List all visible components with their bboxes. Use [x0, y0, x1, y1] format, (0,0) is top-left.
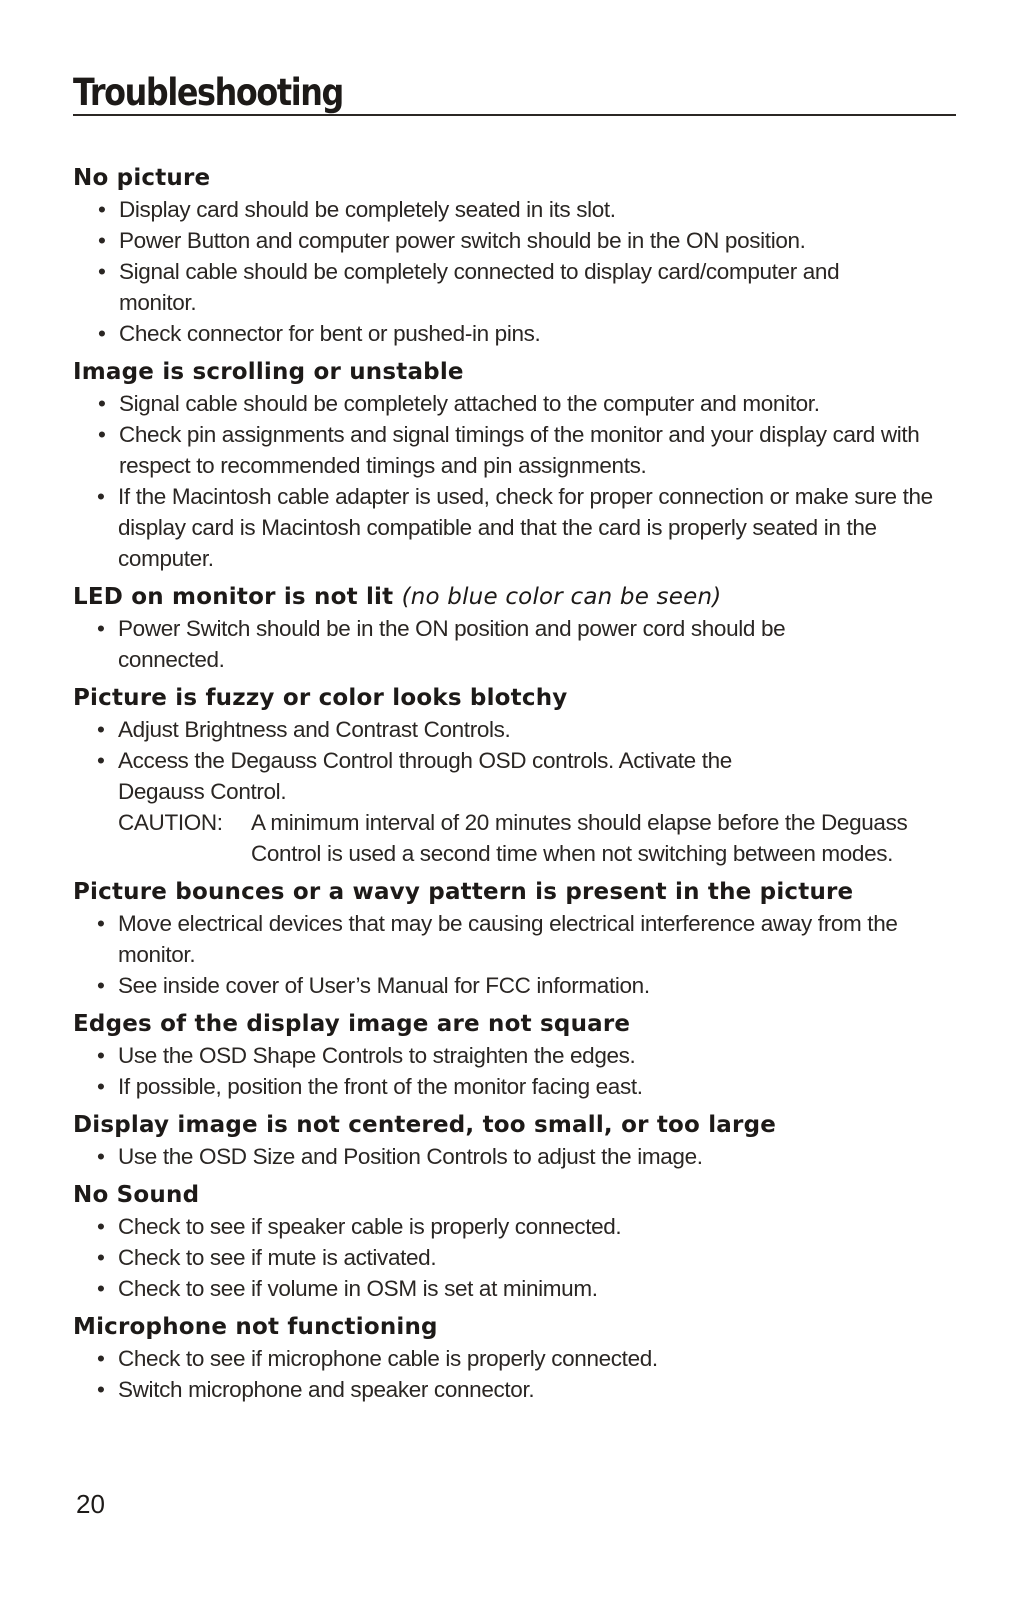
item-text: Display card should be completely seated in its slot. [119, 197, 616, 222]
item-list [73, 1040, 973, 1102]
bullet-icon: • [98, 422, 106, 447]
section-heading: No Sound [73, 1182, 200, 1208]
item-list [73, 1141, 973, 1172]
item-text: Check pin assignments and signal timings of the monitor and your display card with respect to recommended timings and pin assignments. [119, 422, 920, 478]
item-text: If the Macintosh cable adapter is used, check for proper connection or make sure the display card is Macintosh compatible and that the card is properly seated in the computer. [118, 484, 933, 571]
section-heading: No picture [73, 165, 211, 191]
item-text: Adjust Brightness and Contrast Controls. [118, 717, 511, 742]
item-list [73, 714, 973, 807]
section-heading: Picture is fuzzy or color looks blotchy [73, 685, 568, 711]
bullet-icon: • [97, 1377, 105, 1402]
item-text: Check to see if microphone cable is properly connected. [118, 1346, 658, 1371]
item-text: Power Switch should be in the ON position and power cord should be connected. [118, 616, 786, 672]
list-item [73, 388, 973, 419]
item-list [73, 1343, 973, 1405]
section-heading: Display image is not centered, too small, or too large [73, 1112, 777, 1138]
item-list [73, 388, 973, 574]
list-item [73, 1242, 973, 1273]
list-item [73, 481, 973, 574]
bullet-icon: • [97, 616, 105, 641]
bullet-icon: • [97, 717, 105, 742]
bullet-icon: • [97, 1346, 105, 1371]
heading-text: LED on monitor is not lit [73, 584, 394, 610]
item-list [73, 1211, 973, 1304]
section-picture-fuzzy [73, 683, 973, 869]
bullet-icon: • [97, 1245, 105, 1270]
bullet-icon: • [97, 1276, 105, 1301]
list-item [73, 419, 973, 481]
section-picture-bounces [73, 877, 973, 1001]
bullet-icon: • [97, 1214, 105, 1239]
section-no-picture [73, 163, 973, 349]
section-edges-not-square [73, 1009, 973, 1102]
caution-text: A minimum interval of 20 minutes should elapse before the Deguass Control is used a second time when not switching between modes. [251, 810, 908, 866]
list-item [73, 908, 973, 970]
section-heading: Picture bounces or a wavy pattern is present in the picture [73, 879, 854, 905]
section-led-not-lit [73, 582, 973, 675]
page-number: 20 [76, 1489, 105, 1519]
section-heading [73, 582, 973, 613]
bullet-icon: • [98, 391, 106, 416]
title-rule [73, 70, 956, 116]
list-item [73, 714, 973, 745]
list-item [73, 1273, 973, 1304]
caution-note [73, 807, 973, 869]
list-item [73, 613, 973, 675]
list-item [73, 318, 973, 349]
item-text: Move electrical devices that may be causing electrical interference away from the monitor. [118, 911, 898, 967]
list-item [73, 1040, 973, 1071]
section-no-sound [73, 1180, 973, 1304]
list-item [73, 1071, 973, 1102]
item-text: Check connector for bent or pushed-in pins. [119, 321, 541, 346]
item-text: Signal cable should be completely attached to the computer and monitor. [119, 391, 820, 416]
bullet-icon: • [97, 1043, 105, 1068]
bullet-icon: • [98, 228, 106, 253]
bullet-icon: • [97, 1074, 105, 1099]
bullet-icon: • [97, 973, 105, 998]
item-text: Check to see if speaker cable is properly connected. [118, 1214, 622, 1239]
item-text: Check to see if mute is activated. [118, 1245, 437, 1270]
bullet-icon: • [98, 197, 106, 222]
caution-label: CAUTION: [118, 810, 223, 835]
item-text: Check to see if volume in OSM is set at minimum. [118, 1276, 598, 1301]
item-text: If possible, position the front of the monitor facing east. [118, 1074, 643, 1099]
section-image-scrolling [73, 357, 973, 574]
list-item [73, 970, 973, 1001]
section-heading: Microphone not functioning [73, 1314, 438, 1340]
troubleshooting-content [73, 163, 973, 1405]
bullet-icon: • [98, 321, 106, 346]
page-title: Troubleshooting [73, 71, 343, 114]
section-image-not-centered [73, 1110, 973, 1172]
item-list [73, 613, 973, 675]
list-item [73, 194, 973, 225]
item-text: Signal cable should be completely connected to display card/computer and monitor. [119, 259, 840, 315]
list-item [73, 1141, 973, 1172]
item-list [73, 908, 973, 1001]
bullet-icon: • [97, 1144, 105, 1169]
item-text: Power Button and computer power switch should be in the ON position. [119, 228, 806, 253]
list-item [73, 745, 973, 807]
item-text: See inside cover of User’s Manual for FCC information. [118, 973, 650, 998]
list-item [73, 1374, 973, 1405]
item-text: Access the Degauss Control through OSD controls. Activate the Degauss Control. [118, 748, 732, 804]
item-text: Use the OSD Size and Position Controls to adjust the image. [118, 1144, 703, 1169]
item-list [73, 194, 973, 349]
list-item [73, 1343, 973, 1374]
item-text: Switch microphone and speaker connector. [118, 1377, 535, 1402]
bullet-icon: • [98, 259, 106, 284]
section-heading: Image is scrolling or unstable [73, 359, 464, 385]
list-item [73, 1211, 973, 1242]
section-microphone [73, 1312, 973, 1405]
list-item [73, 225, 973, 256]
bullet-icon: • [97, 484, 105, 509]
list-item [73, 256, 973, 318]
bullet-icon: • [97, 911, 105, 936]
bullet-icon: • [97, 748, 105, 773]
heading-note: (no blue color can be seen) [401, 584, 722, 610]
item-text: Use the OSD Shape Controls to straighten the edges. [118, 1043, 636, 1068]
section-heading: Edges of the display image are not square [73, 1011, 631, 1037]
